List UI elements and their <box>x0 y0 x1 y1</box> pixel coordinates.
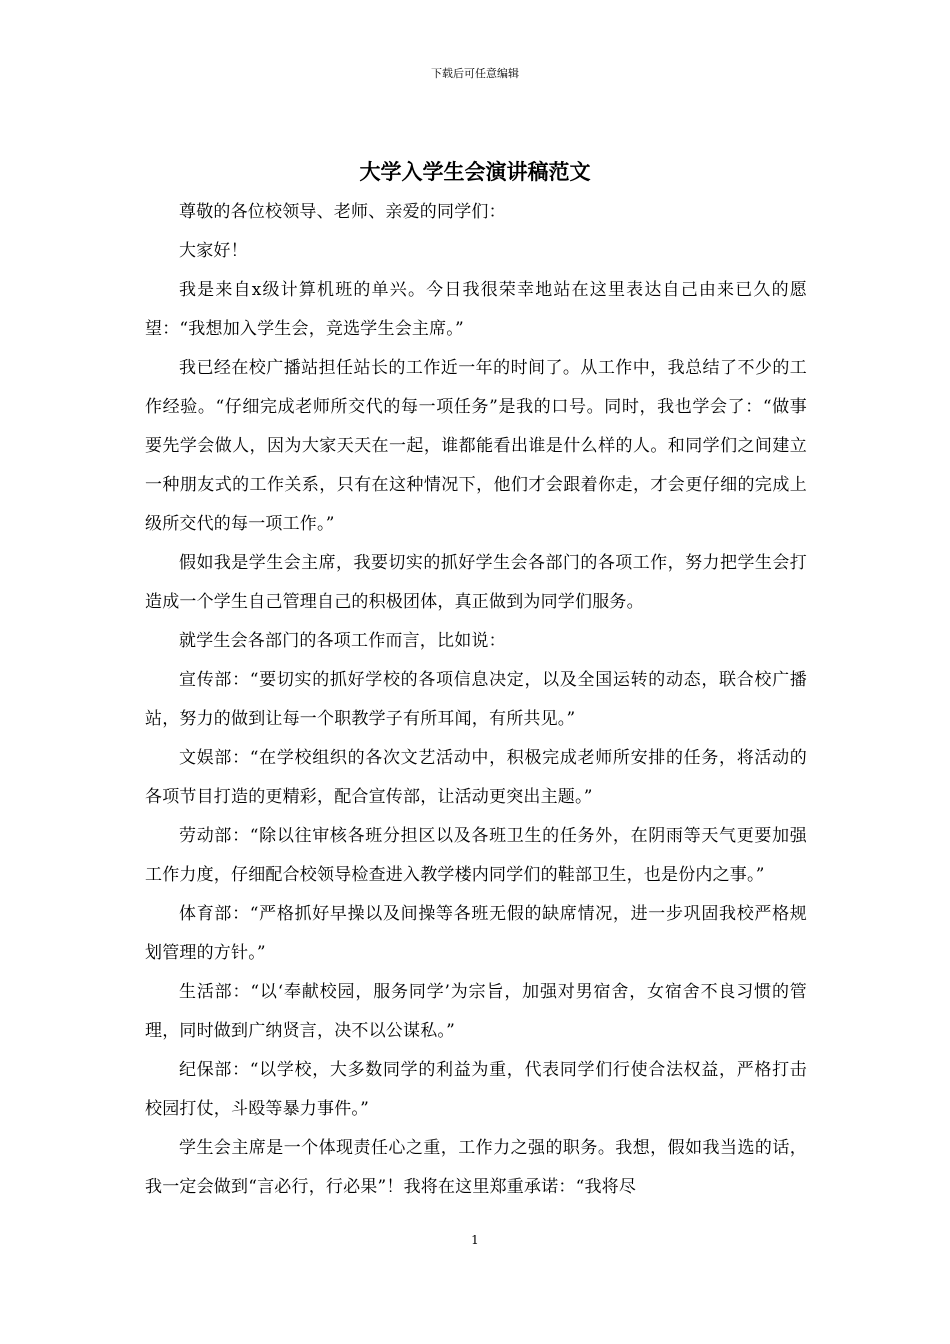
paragraph-experience: 我已经在校广播站担任站长的工作近一年的时间了。从工作中，我总结了不少的工作经验。“仔细完成老师所交代的每一项任务”是我的口号。同时，我也学会了：“做事要先学会做人，因为大家天天在一起，谁都能看出谁是什么样的人。和同学们之间建立一种朋友式的工作关系，只有在这种情况下，他们才会跟着你走，才会更仔细的完成上级所交代的每一项工作。” <box>145 358 807 534</box>
paragraph-introduction: 我是来自x级计算机班的单兴。今日我很荣幸地站在这里表达自己由来已久的愿望：“我想加入学生会，竞选学生会主席。” <box>145 280 807 339</box>
document-body <box>145 193 807 1207</box>
paragraph-departments-intro: 就学生会各部门的各项工作而言，比如说： <box>179 631 506 651</box>
header-note: 下载后可任意编辑 <box>431 67 519 80</box>
paragraph-entertainment: 文娱部：“在学校组织的各次文艺活动中，积极完成老师所安排的任务，将活动的各项节目打造的更精彩，配合宣传部，让活动更突出主题。” <box>145 748 807 807</box>
paragraph-salutation: 尊敬的各位校领导、老师、亲爱的同学们： <box>179 202 506 222</box>
paragraph-life: 生活部：“以‘奉献校园，服务同学’为宗旨，加强对男宿舍，女宿舍不良习惯的管理，同时做到广纳贤言，决不以公谋私。” <box>145 982 807 1041</box>
document-title: 大学入学生会演讲稿范文 <box>359 159 591 184</box>
paragraph-sports: 体育部：“严格抓好早操以及间操等各班无假的缺席情况，进一步巩固我校严格规划管理的方针。” <box>145 904 807 963</box>
paragraph-discipline: 纪保部：“以学校，大多数同学的利益为重，代表同学们行使合法权益，严格打击校园打仗，斗殴等暴力事件。” <box>145 1060 807 1119</box>
paragraph-greeting: 大家好！ <box>179 241 248 261</box>
paragraph-goal: 假如我是学生会主席，我要切实的抓好学生会各部门的各项工作，努力把学生会打造成一个学生自己管理自己的积极团体，真正做到为同学们服务。 <box>145 553 807 612</box>
paragraph-publicity: 宣传部：“要切实的抓好学校的各项信息决定，以及全国运转的动态，联合校广播站，努力的做到让每一个职教学子有所耳闻，有所共见。” <box>145 670 807 729</box>
paragraph-labor: 劳动部：“除以往审核各班分担区以及各班卫生的任务外，在阴雨等天气更要加强工作力度，仔细配合校领导检查进入教学楼内同学们的鞋部卫生，也是份内之事。” <box>145 826 807 885</box>
page-number: 1 <box>471 1233 479 1247</box>
paragraph-chairman: 学生会主席是一个体现责任心之重，工作力之强的职务。我想，假如我当选的话，我一定会做到“言必行，行必果”！我将在这里郑重承诺：“我将尽 <box>145 1138 807 1197</box>
